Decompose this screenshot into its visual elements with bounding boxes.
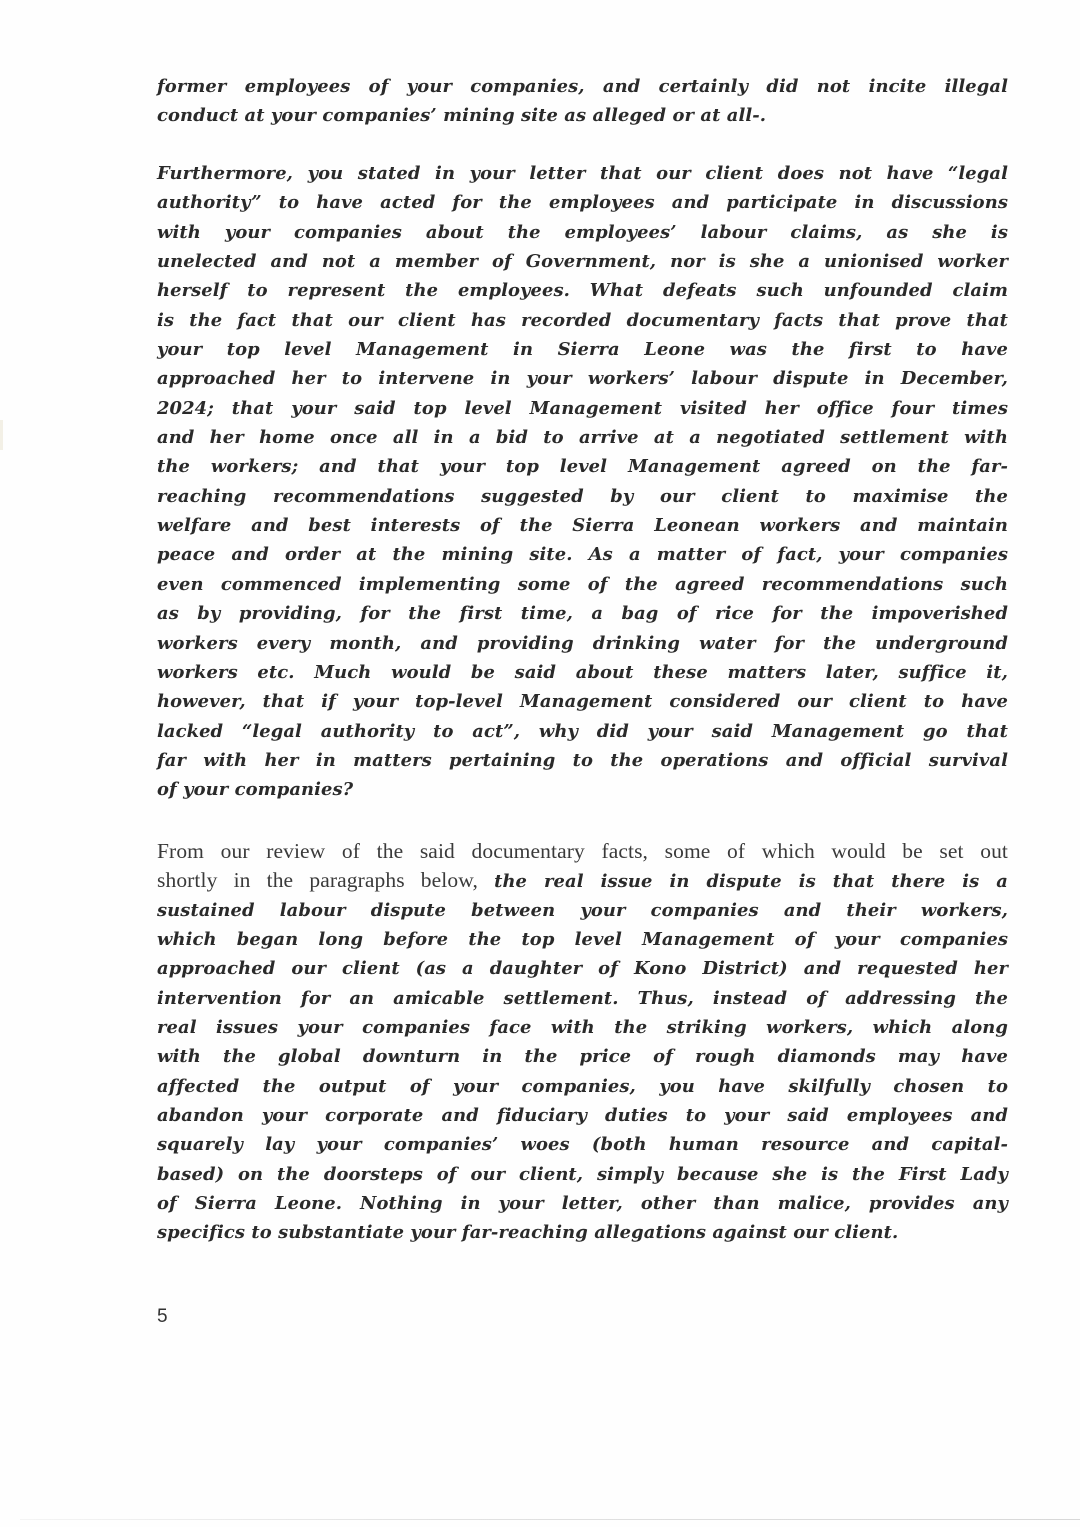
text-line: lacked “legal authority to act”, why did your said Management go that bbox=[157, 720, 1008, 742]
text-line: 2024; that your said top level Management visited her office four times bbox=[157, 397, 1008, 419]
text-line: the workers; and that your top level Management agreed on the far- bbox=[157, 456, 1008, 478]
text-line bbox=[157, 1130, 1008, 1159]
text-line: former employees of your companies, and certainly did not incite illegal bbox=[157, 76, 1008, 97]
emphasis-text-segment: of Sierra Leone. Nothing in your letter, other than malice, provides any bbox=[157, 1193, 1008, 1215]
regular-text-segment: From our review of the said documentary facts, some of which would be set out bbox=[157, 839, 1008, 863]
text-line bbox=[157, 896, 1008, 925]
emphasis-text-segment: squarely lay your companies’ woes (both human resource and capital- bbox=[157, 1134, 1008, 1156]
emphasis-text-segment: intervention for an amicable settlement. Thus, instead of addressing the bbox=[157, 987, 1008, 1009]
emphasis-text-segment: the real issue in dispute is that there is a bbox=[494, 871, 1008, 893]
text-line bbox=[157, 925, 1008, 954]
text-line bbox=[157, 1160, 1008, 1189]
emphasis-text-segment: with the global downturn in the price of rough diamonds may have bbox=[157, 1046, 1008, 1068]
emphasis-text-segment: based) on the doorsteps of our client, simply because she is the First Lady bbox=[157, 1163, 1008, 1185]
text-line: conduct at your companies’ mining site as alleged or at all-. bbox=[157, 105, 767, 127]
text-line bbox=[157, 984, 1008, 1013]
text-line: workers every month, and providing drinking water for the underground bbox=[157, 632, 1008, 654]
text-line: workers etc. Much would be said about these matters later, suffice it, bbox=[157, 661, 1008, 683]
paragraph-3 bbox=[157, 837, 1008, 1248]
text-line: herself to represent the employees. What defeats such unfounded claim bbox=[157, 280, 1008, 302]
text-line: your top level Management in Sierra Leone was the first to have bbox=[157, 339, 1008, 361]
text-line bbox=[157, 1189, 1008, 1218]
page-number: 5 bbox=[157, 1306, 168, 1327]
scan-artifact bbox=[0, 420, 3, 450]
scan-edge-line bbox=[20, 1519, 1080, 1520]
emphasis-text-segment: sustained labour dispute between your companies and their workers, bbox=[157, 899, 1008, 921]
text-line: is the fact that our client has recorded documentary facts that prove that bbox=[157, 309, 1008, 331]
paragraph-1 bbox=[157, 72, 1008, 131]
text-line: unelected and not a member of Government, nor is she a unionised worker bbox=[157, 251, 1008, 273]
text-line: welfare and best interests of the Sierra Leonean workers and maintain bbox=[157, 515, 1008, 537]
text-line: authority” to have acted for the employees and participate in discussions bbox=[157, 192, 1008, 214]
paragraph-2 bbox=[157, 159, 1008, 805]
text-line: reaching recommendations suggested by our client to maximise the bbox=[157, 485, 1008, 507]
regular-text-segment: shortly in the paragraphs below, bbox=[157, 868, 495, 893]
emphasis-text-segment: real issues your companies face with the striking workers, which along bbox=[157, 1017, 1008, 1039]
text-line: Furthermore, you stated in your letter that our client does not have “legal bbox=[157, 163, 1008, 184]
text-line: of your companies? bbox=[157, 779, 354, 801]
text-line: far with her in matters pertaining to the operations and official survival bbox=[157, 749, 1008, 771]
text-line: with your companies about the employees’ labour claims, as she is bbox=[157, 221, 1008, 243]
emphasis-text-segment: which began long before the top level Management of your companies bbox=[157, 929, 1008, 951]
emphasis-text-segment: affected the output of your companies, you have skilfully chosen to bbox=[157, 1075, 1008, 1097]
text-line bbox=[157, 1218, 1008, 1247]
emphasis-text-segment: specifics to substantiate your far-reaching allegations against our client. bbox=[157, 1222, 899, 1244]
text-line bbox=[157, 954, 1008, 983]
text-line: even commenced implementing some of the agreed recommendations such bbox=[157, 573, 1008, 595]
text-line bbox=[157, 837, 1008, 866]
text-line bbox=[157, 1101, 1008, 1130]
emphasis-text-segment: abandon your corporate and fiduciary duties to your said employees and bbox=[157, 1105, 1008, 1127]
text-line bbox=[157, 866, 1008, 895]
text-line bbox=[157, 1072, 1008, 1101]
text-line bbox=[157, 1042, 1008, 1071]
emphasis-text-segment: approached our client (as a daughter of Kono District) and requested her bbox=[157, 958, 1008, 980]
text-line: peace and order at the mining site. As a matter of fact, your companies bbox=[157, 544, 1008, 566]
text-line: as by providing, for the first time, a bag of rice for the impoverished bbox=[157, 603, 1008, 625]
text-line: approached her to intervene in your workers’ labour dispute in December, bbox=[157, 368, 1008, 390]
text-line bbox=[157, 1013, 1008, 1042]
text-line: however, that if your top-level Management considered our client to have bbox=[157, 691, 1008, 713]
text-line: and her home once all in a bid to arrive at a negotiated settlement with bbox=[157, 427, 1008, 449]
